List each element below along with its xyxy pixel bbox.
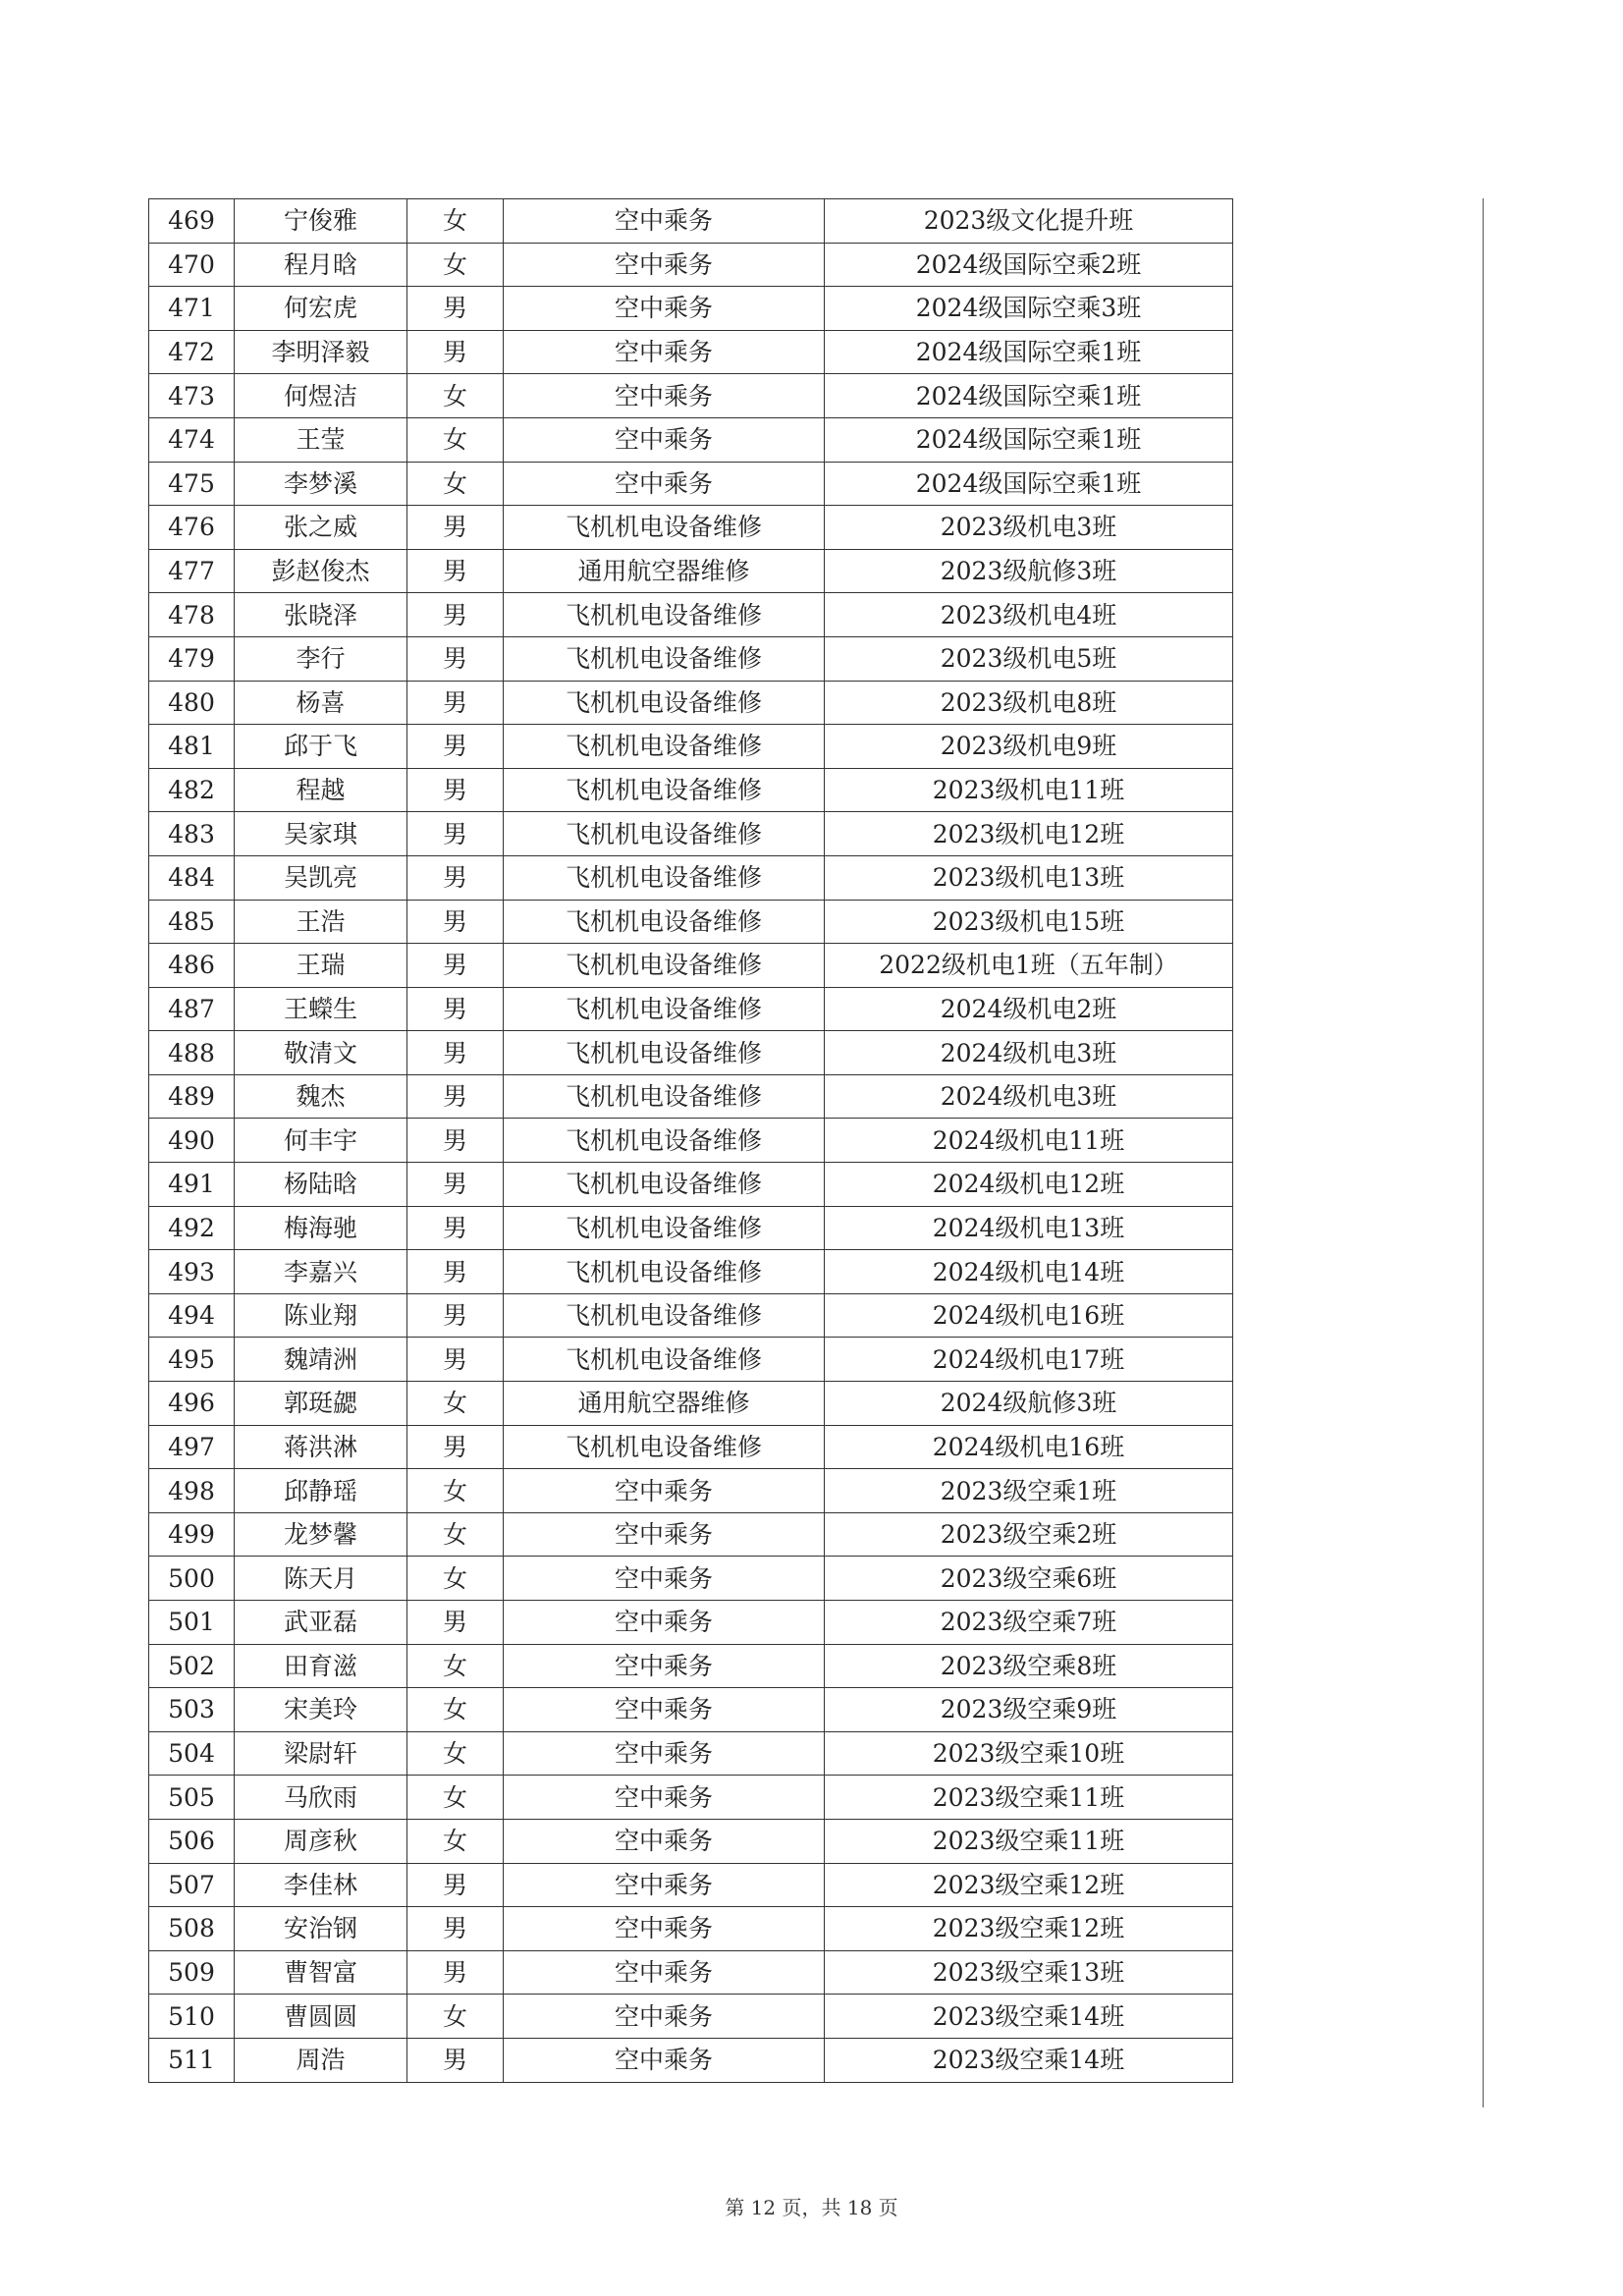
- table-row: [149, 1601, 1233, 1645]
- class-cell: 2023级空乘13班: [825, 1950, 1233, 1995]
- row-number-cell: 487: [149, 987, 235, 1031]
- row-number-cell: 503: [149, 1688, 235, 1732]
- table-row: [149, 944, 1233, 988]
- name-cell: 魏靖洲: [235, 1338, 407, 1382]
- roster-body: [149, 199, 1233, 2083]
- row-number-cell: 494: [149, 1293, 235, 1338]
- row-number-cell: 511: [149, 2038, 235, 2082]
- major-cell: 飞机机电设备维修: [504, 1031, 825, 1075]
- name-cell: 杨喜: [235, 681, 407, 725]
- class-cell: 2023级机电13班: [825, 855, 1233, 900]
- name-cell: 李梦溪: [235, 462, 407, 506]
- name-cell: 宋美玲: [235, 1688, 407, 1732]
- class-cell: 2023级文化提升班: [825, 199, 1233, 244]
- class-cell: 2023级空乘10班: [825, 1731, 1233, 1776]
- row-number-cell: 496: [149, 1382, 235, 1426]
- table-row: [149, 1338, 1233, 1382]
- class-cell: 2023级机电15班: [825, 900, 1233, 944]
- table-row: [149, 374, 1233, 418]
- table-row: [149, 1469, 1233, 1513]
- major-cell: 飞机机电设备维修: [504, 855, 825, 900]
- table-row: [149, 417, 1233, 462]
- name-cell: 张之威: [235, 506, 407, 550]
- class-cell: 2023级空乘14班: [825, 2038, 1233, 2082]
- class-cell: 2024级机电2班: [825, 987, 1233, 1031]
- major-cell: 空中乘务: [504, 199, 825, 244]
- name-cell: 马欣雨: [235, 1776, 407, 1820]
- table-row: [149, 1644, 1233, 1688]
- row-number-cell: 485: [149, 900, 235, 944]
- major-cell: 飞机机电设备维修: [504, 506, 825, 550]
- class-cell: 2024级机电16班: [825, 1293, 1233, 1338]
- table-row: [149, 1206, 1233, 1250]
- row-number-cell: 493: [149, 1250, 235, 1294]
- gender-cell: 男: [407, 1601, 504, 1645]
- table-row: [149, 900, 1233, 944]
- gender-cell: 女: [407, 1995, 504, 2039]
- row-number-cell: 469: [149, 199, 235, 244]
- major-cell: 空中乘务: [504, 462, 825, 506]
- row-number-cell: 471: [149, 287, 235, 331]
- major-cell: 空中乘务: [504, 1512, 825, 1557]
- gender-cell: 男: [407, 506, 504, 550]
- major-cell: 空中乘务: [504, 243, 825, 287]
- table-row: [149, 855, 1233, 900]
- class-cell: 2022级机电1班（五年制）: [825, 944, 1233, 988]
- row-number-cell: 489: [149, 1074, 235, 1119]
- major-cell: 飞机机电设备维修: [504, 987, 825, 1031]
- class-cell: 2024级机电17班: [825, 1338, 1233, 1382]
- table-row: [149, 243, 1233, 287]
- row-number-cell: 484: [149, 855, 235, 900]
- table-row: [149, 287, 1233, 331]
- class-cell: 2024级机电14班: [825, 1250, 1233, 1294]
- major-cell: 飞机机电设备维修: [504, 1119, 825, 1163]
- table-row: [149, 593, 1233, 637]
- table-row: [149, 768, 1233, 812]
- table-row: [149, 1863, 1233, 1907]
- gender-cell: 男: [407, 768, 504, 812]
- class-cell: 2024级机电13班: [825, 1206, 1233, 1250]
- gender-cell: 女: [407, 1512, 504, 1557]
- row-number-cell: 483: [149, 812, 235, 856]
- name-cell: 何丰宇: [235, 1119, 407, 1163]
- name-cell: 武亚磊: [235, 1601, 407, 1645]
- name-cell: 敬清文: [235, 1031, 407, 1075]
- table-row: [149, 1074, 1233, 1119]
- major-cell: 空中乘务: [504, 374, 825, 418]
- major-cell: 飞机机电设备维修: [504, 681, 825, 725]
- row-number-cell: 507: [149, 1863, 235, 1907]
- class-cell: 2024级机电3班: [825, 1074, 1233, 1119]
- table-row: [149, 330, 1233, 374]
- class-cell: 2023级空乘12班: [825, 1863, 1233, 1907]
- gender-cell: 男: [407, 855, 504, 900]
- major-cell: 飞机机电设备维修: [504, 1293, 825, 1338]
- row-number-cell: 476: [149, 506, 235, 550]
- gender-cell: 男: [407, 1163, 504, 1207]
- gender-cell: 男: [407, 1074, 504, 1119]
- row-number-cell: 478: [149, 593, 235, 637]
- major-cell: 空中乘务: [504, 1995, 825, 2039]
- gender-cell: 男: [407, 812, 504, 856]
- table-row: [149, 1995, 1233, 2039]
- major-cell: 空中乘务: [504, 1601, 825, 1645]
- table-row: [149, 1688, 1233, 1732]
- name-cell: 梁尉轩: [235, 1731, 407, 1776]
- class-cell: 2024级机电11班: [825, 1119, 1233, 1163]
- gender-cell: 女: [407, 1382, 504, 1426]
- name-cell: 王瑞: [235, 944, 407, 988]
- class-cell: 2023级机电5班: [825, 636, 1233, 681]
- gender-cell: 女: [407, 1776, 504, 1820]
- gender-cell: 男: [407, 1425, 504, 1469]
- gender-cell: 男: [407, 2038, 504, 2082]
- table-row: [149, 725, 1233, 769]
- gender-cell: 女: [407, 1688, 504, 1732]
- class-cell: 2024级国际空乘1班: [825, 417, 1233, 462]
- name-cell: 李嘉兴: [235, 1250, 407, 1294]
- major-cell: 空中乘务: [504, 1469, 825, 1513]
- class-cell: 2024级国际空乘3班: [825, 287, 1233, 331]
- gender-cell: 男: [407, 330, 504, 374]
- major-cell: 空中乘务: [504, 1557, 825, 1601]
- gender-cell: 男: [407, 593, 504, 637]
- name-cell: 何煜洁: [235, 374, 407, 418]
- class-cell: 2023级空乘12班: [825, 1907, 1233, 1951]
- row-number-cell: 510: [149, 1995, 235, 2039]
- class-cell: 2023级机电11班: [825, 768, 1233, 812]
- major-cell: 空中乘务: [504, 2038, 825, 2082]
- class-cell: 2023级空乘14班: [825, 1995, 1233, 2039]
- row-number-cell: 475: [149, 462, 235, 506]
- table-row: [149, 1731, 1233, 1776]
- gender-cell: 男: [407, 1250, 504, 1294]
- row-number-cell: 505: [149, 1776, 235, 1820]
- table-row: [149, 199, 1233, 244]
- gender-cell: 男: [407, 1293, 504, 1338]
- row-number-cell: 474: [149, 417, 235, 462]
- major-cell: 飞机机电设备维修: [504, 812, 825, 856]
- row-number-cell: 470: [149, 243, 235, 287]
- major-cell: 飞机机电设备维修: [504, 1074, 825, 1119]
- gender-cell: 女: [407, 199, 504, 244]
- class-cell: 2023级空乘8班: [825, 1644, 1233, 1688]
- major-cell: 空中乘务: [504, 1776, 825, 1820]
- class-cell: 2023级空乘2班: [825, 1512, 1233, 1557]
- gender-cell: 女: [407, 243, 504, 287]
- major-cell: 通用航空器维修: [504, 1382, 825, 1426]
- table-row: [149, 636, 1233, 681]
- table-row: [149, 462, 1233, 506]
- table-row: [149, 812, 1233, 856]
- table-row: [149, 2038, 1233, 2082]
- major-cell: 飞机机电设备维修: [504, 900, 825, 944]
- name-cell: 龙梦馨: [235, 1512, 407, 1557]
- name-cell: 梅海驰: [235, 1206, 407, 1250]
- table-row: [149, 1819, 1233, 1863]
- table-row: [149, 1950, 1233, 1995]
- class-cell: 2023级机电12班: [825, 812, 1233, 856]
- gender-cell: 男: [407, 1031, 504, 1075]
- row-number-cell: 509: [149, 1950, 235, 1995]
- major-cell: 空中乘务: [504, 287, 825, 331]
- gender-cell: 女: [407, 1731, 504, 1776]
- row-number-cell: 480: [149, 681, 235, 725]
- row-number-cell: 482: [149, 768, 235, 812]
- gender-cell: 男: [407, 1907, 504, 1951]
- major-cell: 空中乘务: [504, 330, 825, 374]
- name-cell: 李行: [235, 636, 407, 681]
- row-number-cell: 500: [149, 1557, 235, 1601]
- row-number-cell: 506: [149, 1819, 235, 1863]
- major-cell: 飞机机电设备维修: [504, 593, 825, 637]
- row-number-cell: 477: [149, 549, 235, 593]
- major-cell: 空中乘务: [504, 1644, 825, 1688]
- margin-rule: [1483, 198, 1484, 2107]
- major-cell: 飞机机电设备维修: [504, 1206, 825, 1250]
- class-cell: 2023级空乘6班: [825, 1557, 1233, 1601]
- major-cell: 飞机机电设备维修: [504, 636, 825, 681]
- gender-cell: 男: [407, 900, 504, 944]
- class-cell: 2023级空乘1班: [825, 1469, 1233, 1513]
- name-cell: 陈天月: [235, 1557, 407, 1601]
- gender-cell: 女: [407, 1469, 504, 1513]
- class-cell: 2023级空乘11班: [825, 1776, 1233, 1820]
- name-cell: 彭赵俊杰: [235, 549, 407, 593]
- row-number-cell: 491: [149, 1163, 235, 1207]
- gender-cell: 男: [407, 1863, 504, 1907]
- major-cell: 飞机机电设备维修: [504, 1425, 825, 1469]
- row-number-cell: 497: [149, 1425, 235, 1469]
- name-cell: 魏杰: [235, 1074, 407, 1119]
- row-number-cell: 502: [149, 1644, 235, 1688]
- table-row: [149, 1557, 1233, 1601]
- gender-cell: 男: [407, 636, 504, 681]
- row-number-cell: 498: [149, 1469, 235, 1513]
- major-cell: 飞机机电设备维修: [504, 1338, 825, 1382]
- name-cell: 程越: [235, 768, 407, 812]
- page-footer: 第 12 页，共 18 页: [725, 2196, 898, 2219]
- name-cell: 田育滋: [235, 1644, 407, 1688]
- table-row: [149, 506, 1233, 550]
- table-row: [149, 1382, 1233, 1426]
- major-cell: 空中乘务: [504, 417, 825, 462]
- table-row: [149, 1293, 1233, 1338]
- table-row: [149, 1163, 1233, 1207]
- class-cell: 2024级国际空乘1班: [825, 462, 1233, 506]
- class-cell: 2024级国际空乘1班: [825, 330, 1233, 374]
- gender-cell: 男: [407, 549, 504, 593]
- table-row: [149, 1250, 1233, 1294]
- name-cell: 邱静瑶: [235, 1469, 407, 1513]
- name-cell: 王蠑生: [235, 987, 407, 1031]
- name-cell: 王浩: [235, 900, 407, 944]
- row-number-cell: 472: [149, 330, 235, 374]
- name-cell: 张晓泽: [235, 593, 407, 637]
- class-cell: 2023级机电8班: [825, 681, 1233, 725]
- gender-cell: 男: [407, 725, 504, 769]
- name-cell: 何宏虎: [235, 287, 407, 331]
- name-cell: 郭珽勰: [235, 1382, 407, 1426]
- name-cell: 宁俊雅: [235, 199, 407, 244]
- gender-cell: 男: [407, 1206, 504, 1250]
- class-cell: 2024级机电12班: [825, 1163, 1233, 1207]
- name-cell: 吴凯亮: [235, 855, 407, 900]
- row-number-cell: 479: [149, 636, 235, 681]
- row-number-cell: 481: [149, 725, 235, 769]
- gender-cell: 女: [407, 1557, 504, 1601]
- major-cell: 空中乘务: [504, 1863, 825, 1907]
- major-cell: 飞机机电设备维修: [504, 1250, 825, 1294]
- row-number-cell: 490: [149, 1119, 235, 1163]
- row-number-cell: 508: [149, 1907, 235, 1951]
- class-cell: 2023级机电3班: [825, 506, 1233, 550]
- gender-cell: 男: [407, 287, 504, 331]
- table-row: [149, 1425, 1233, 1469]
- major-cell: 飞机机电设备维修: [504, 944, 825, 988]
- major-cell: 飞机机电设备维修: [504, 725, 825, 769]
- gender-cell: 男: [407, 987, 504, 1031]
- major-cell: 通用航空器维修: [504, 549, 825, 593]
- class-cell: 2024级机电3班: [825, 1031, 1233, 1075]
- row-number-cell: 486: [149, 944, 235, 988]
- table-row: [149, 549, 1233, 593]
- gender-cell: 男: [407, 1119, 504, 1163]
- major-cell: 空中乘务: [504, 1688, 825, 1732]
- major-cell: 飞机机电设备维修: [504, 1163, 825, 1207]
- gender-cell: 女: [407, 462, 504, 506]
- class-cell: 2024级国际空乘2班: [825, 243, 1233, 287]
- major-cell: 空中乘务: [504, 1950, 825, 1995]
- major-cell: 飞机机电设备维修: [504, 768, 825, 812]
- name-cell: 周浩: [235, 2038, 407, 2082]
- class-cell: 2024级航修3班: [825, 1382, 1233, 1426]
- name-cell: 陈业翔: [235, 1293, 407, 1338]
- table-row: [149, 1031, 1233, 1075]
- gender-cell: 男: [407, 1338, 504, 1382]
- name-cell: 程月晗: [235, 243, 407, 287]
- row-number-cell: 473: [149, 374, 235, 418]
- table-row: [149, 681, 1233, 725]
- class-cell: 2023级空乘9班: [825, 1688, 1233, 1732]
- row-number-cell: 499: [149, 1512, 235, 1557]
- name-cell: 安治钢: [235, 1907, 407, 1951]
- name-cell: 蒋洪淋: [235, 1425, 407, 1469]
- table-row: [149, 1907, 1233, 1951]
- table-row: [149, 987, 1233, 1031]
- name-cell: 王莹: [235, 417, 407, 462]
- gender-cell: 男: [407, 1950, 504, 1995]
- class-cell: 2023级机电9班: [825, 725, 1233, 769]
- name-cell: 周彦秋: [235, 1819, 407, 1863]
- name-cell: 李佳林: [235, 1863, 407, 1907]
- class-cell: 2024级国际空乘1班: [825, 374, 1233, 418]
- name-cell: 曹圆圆: [235, 1995, 407, 2039]
- table-row: [149, 1512, 1233, 1557]
- class-cell: 2023级机电4班: [825, 593, 1233, 637]
- row-number-cell: 501: [149, 1601, 235, 1645]
- class-cell: 2024级机电16班: [825, 1425, 1233, 1469]
- gender-cell: 女: [407, 1644, 504, 1688]
- row-number-cell: 504: [149, 1731, 235, 1776]
- class-cell: 2023级空乘11班: [825, 1819, 1233, 1863]
- roster-table: [148, 198, 1233, 2083]
- name-cell: 邱于飞: [235, 725, 407, 769]
- gender-cell: 男: [407, 681, 504, 725]
- gender-cell: 女: [407, 417, 504, 462]
- name-cell: 吴家琪: [235, 812, 407, 856]
- row-number-cell: 488: [149, 1031, 235, 1075]
- major-cell: 空中乘务: [504, 1819, 825, 1863]
- table-row: [149, 1119, 1233, 1163]
- name-cell: 李明泽毅: [235, 330, 407, 374]
- gender-cell: 男: [407, 944, 504, 988]
- row-number-cell: 492: [149, 1206, 235, 1250]
- class-cell: 2023级空乘7班: [825, 1601, 1233, 1645]
- row-number-cell: 495: [149, 1338, 235, 1382]
- major-cell: 空中乘务: [504, 1731, 825, 1776]
- name-cell: 杨陆晗: [235, 1163, 407, 1207]
- table-row: [149, 1776, 1233, 1820]
- gender-cell: 女: [407, 1819, 504, 1863]
- gender-cell: 女: [407, 374, 504, 418]
- name-cell: 曹智富: [235, 1950, 407, 1995]
- class-cell: 2023级航修3班: [825, 549, 1233, 593]
- major-cell: 空中乘务: [504, 1907, 825, 1951]
